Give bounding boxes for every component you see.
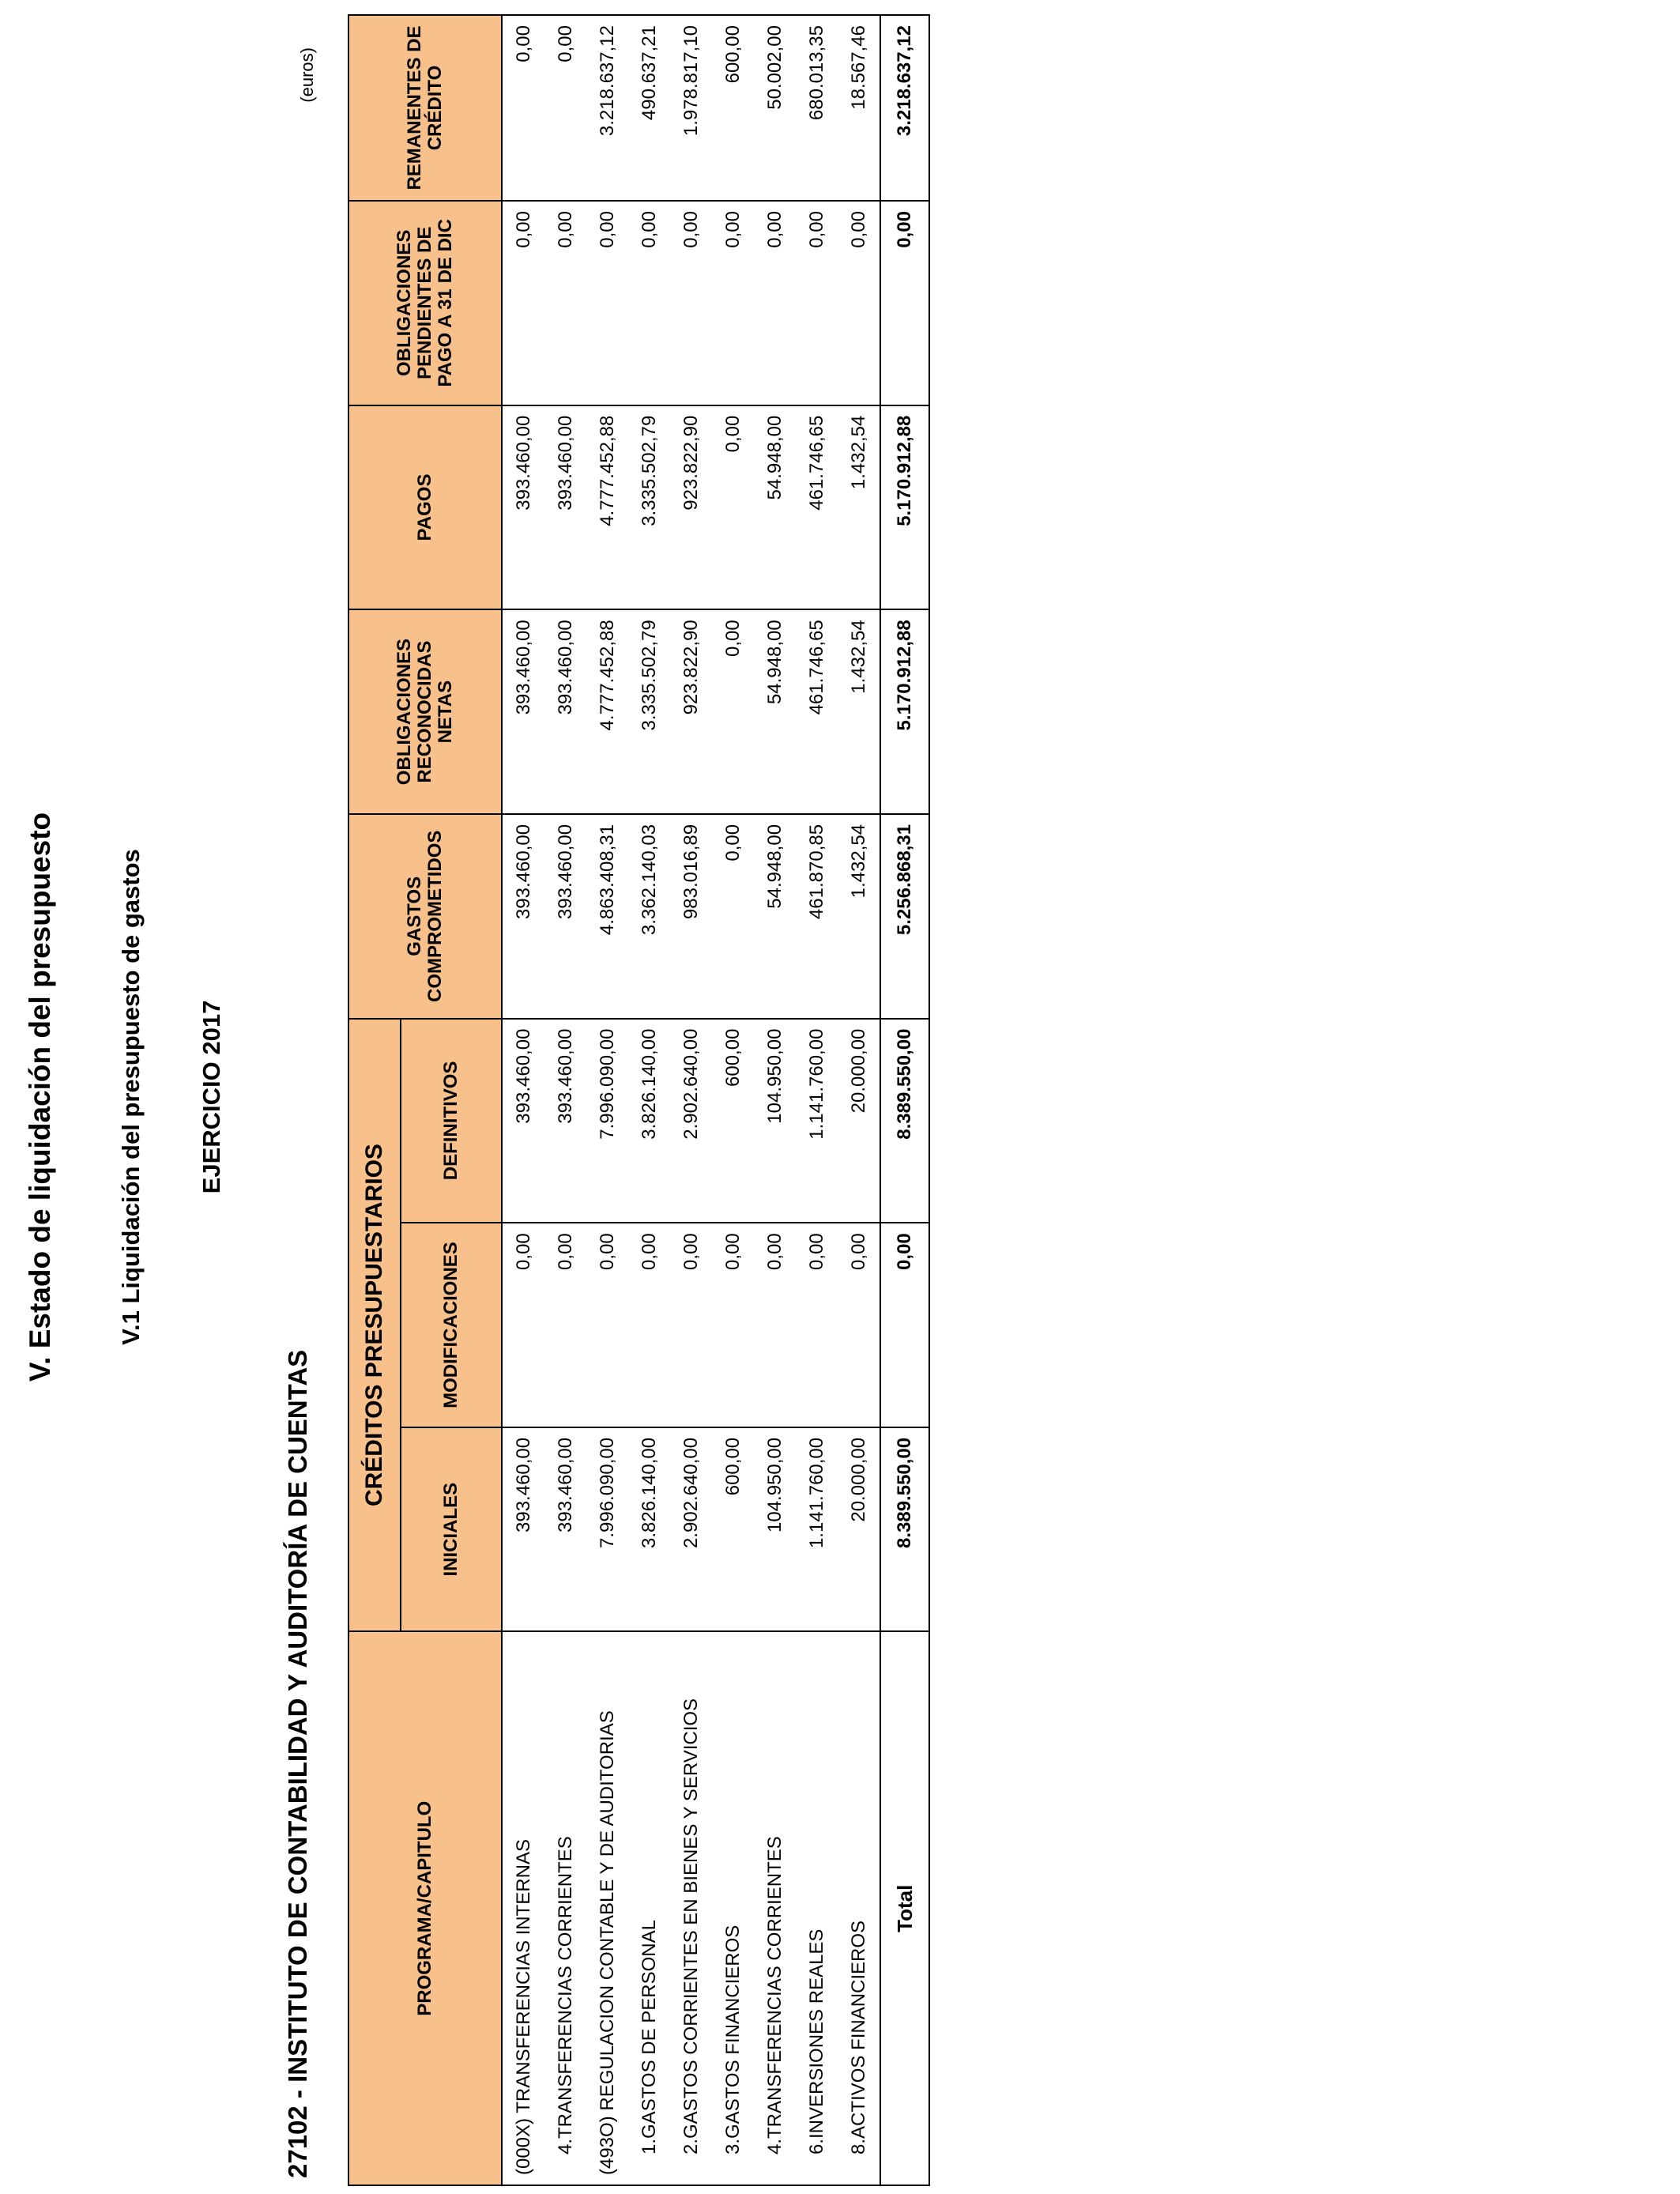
table-row (712, 15, 754, 2185)
cell-pendientes: 0,00 (628, 201, 670, 405)
cell-iniciales: 7.996.090,00 (586, 1427, 628, 1632)
cell-gastos: 4.863.408,31 (586, 814, 628, 1019)
cell-modificaciones: 0,00 (628, 1223, 670, 1427)
units-label: (euros) (297, 47, 317, 103)
table-row (544, 15, 586, 2185)
cell-gastos: 0,00 (712, 814, 754, 1019)
cell-gastos: 54.948,00 (754, 814, 796, 1019)
cell-remanentes: 600,00 (712, 15, 754, 201)
row-label: (000X) TRANSFERENCIAS INTERNAS (502, 1632, 544, 2186)
table-row (754, 15, 796, 2185)
cell-definitivos: 7.996.090,00 (586, 1019, 628, 1223)
total-definitivos: 8.389.550,00 (880, 1019, 929, 1223)
cell-iniciales: 104.950,00 (754, 1427, 796, 1632)
cell-pendientes: 0,00 (586, 201, 628, 405)
cell-remanentes: 1.978.817,10 (670, 15, 712, 201)
section-title: V.1 Liquidación del presupuesto de gastos (117, 849, 145, 1345)
cell-modificaciones: 0,00 (838, 1223, 880, 1427)
cell-gastos: 983.016,89 (670, 814, 712, 1019)
header-definitivos: DEFINITIVOS (401, 1019, 502, 1223)
header-creditos: CRÉDITOS PRESUPUESTARIOS (348, 1019, 401, 1632)
cell-pagos: 393.460,00 (544, 405, 586, 610)
total-gastos: 5.256.868,31 (880, 814, 929, 1019)
cell-obligaciones: 1.432,54 (838, 609, 880, 814)
header-obligaciones: OBLIGACIONES RECONOCIDAS NETAS (348, 609, 502, 814)
cell-definitivos: 3.826.140,00 (628, 1019, 670, 1223)
cell-definitivos: 2.902.640,00 (670, 1019, 712, 1223)
cell-obligaciones: 923.822,90 (670, 609, 712, 814)
cell-iniciales: 3.826.140,00 (628, 1427, 670, 1632)
main-title: V. Estado de liquidación del presupuesto (24, 812, 56, 1382)
row-label: 6.INVERSIONES REALES (796, 1632, 838, 2186)
cell-modificaciones: 0,00 (796, 1223, 838, 1427)
budget-table (348, 14, 930, 2186)
year-title: EJERCICIO 2017 (198, 1000, 225, 1194)
cell-definitivos: 393.460,00 (544, 1019, 586, 1223)
row-label: 1.GASTOS DE PERSONAL (628, 1632, 670, 2186)
row-label: (493O) REGULACION CONTABLE Y DE AUDITORIAS (586, 1632, 628, 2186)
row-label: 4.TRANSFERENCIAS CORRIENTES (544, 1632, 586, 2186)
cell-pendientes: 0,00 (754, 201, 796, 405)
cell-pagos: 54.948,00 (754, 405, 796, 610)
cell-modificaciones: 0,00 (586, 1223, 628, 1427)
cell-pagos: 4.777.452,88 (586, 405, 628, 610)
header-pagos: PAGOS (348, 405, 502, 610)
cell-iniciales: 2.902.640,00 (670, 1427, 712, 1632)
cell-pendientes: 0,00 (796, 201, 838, 405)
header-gastos: GASTOS COMPROMETIDOS (348, 814, 502, 1019)
cell-pagos: 393.460,00 (502, 405, 544, 610)
cell-pendientes: 0,00 (712, 201, 754, 405)
cell-obligaciones: 3.335.502,79 (628, 609, 670, 814)
entity-title: 27102 - INSTITUTO DE CONTABILIDAD Y AUDITORÍA DE CUENTAS (283, 1349, 312, 2178)
total-pendientes: 0,00 (880, 201, 929, 405)
cell-modificaciones: 0,00 (544, 1223, 586, 1427)
cell-obligaciones: 0,00 (712, 609, 754, 814)
row-label: 2.GASTOS CORRIENTES EN BIENES Y SERVICIOS (670, 1632, 712, 2186)
table-row (502, 15, 544, 2185)
total-row (880, 15, 929, 2185)
cell-iniciales: 20.000,00 (838, 1427, 880, 1632)
cell-remanentes: 680.013,35 (796, 15, 838, 201)
cell-modificaciones: 0,00 (670, 1223, 712, 1427)
cell-gastos: 393.460,00 (544, 814, 586, 1019)
header-iniciales: INICIALES (401, 1427, 502, 1632)
cell-gastos: 393.460,00 (502, 814, 544, 1019)
cell-obligaciones: 54.948,00 (754, 609, 796, 814)
cell-modificaciones: 0,00 (502, 1223, 544, 1427)
header-programa: PROGRAMA/CAPITULO (348, 1632, 502, 2186)
cell-pagos: 923.822,90 (670, 405, 712, 610)
cell-pendientes: 0,00 (670, 201, 712, 405)
total-remanentes: 3.218.637,12 (880, 15, 929, 201)
cell-remanentes: 0,00 (544, 15, 586, 201)
total-pagos: 5.170.912,88 (880, 405, 929, 610)
header-remanentes: REMANENTES DE CRÉDITO (348, 15, 502, 201)
table-row (838, 15, 880, 2185)
total-obligaciones: 5.170.912,88 (880, 609, 929, 814)
cell-gastos: 3.362.140,03 (628, 814, 670, 1019)
cell-gastos: 461.870,85 (796, 814, 838, 1019)
cell-pagos: 0,00 (712, 405, 754, 610)
cell-obligaciones: 393.460,00 (544, 609, 586, 814)
cell-iniciales: 1.141.760,00 (796, 1427, 838, 1632)
table-row (628, 15, 670, 2185)
cell-remanentes: 0,00 (502, 15, 544, 201)
table-body (502, 15, 929, 2185)
cell-definitivos: 104.950,00 (754, 1019, 796, 1223)
cell-iniciales: 393.460,00 (502, 1427, 544, 1632)
cell-gastos: 1.432,54 (838, 814, 880, 1019)
cell-pagos: 3.335.502,79 (628, 405, 670, 610)
total-modificaciones: 0,00 (880, 1223, 929, 1427)
cell-remanentes: 18.567,46 (838, 15, 880, 201)
cell-pagos: 1.432,54 (838, 405, 880, 610)
cell-iniciales: 393.460,00 (544, 1427, 586, 1632)
total-iniciales: 8.389.550,00 (880, 1427, 929, 1632)
table-row (796, 15, 838, 2185)
cell-pagos: 461.746,65 (796, 405, 838, 610)
row-label: 8.ACTIVOS FINANCIEROS (838, 1632, 880, 2186)
cell-definitivos: 20.000,00 (838, 1019, 880, 1223)
cell-definitivos: 1.141.760,00 (796, 1019, 838, 1223)
header-pendientes: OBLIGACIONES PENDIENTES DE PAGO A 31 DE DIC (348, 201, 502, 405)
cell-pendientes: 0,00 (502, 201, 544, 405)
cell-obligaciones: 4.777.452,88 (586, 609, 628, 814)
cell-obligaciones: 461.746,65 (796, 609, 838, 814)
row-label: 4.TRANSFERENCIAS CORRIENTES (754, 1632, 796, 2186)
table-row (670, 15, 712, 2185)
cell-iniciales: 600,00 (712, 1427, 754, 1632)
cell-modificaciones: 0,00 (712, 1223, 754, 1427)
cell-remanentes: 3.218.637,12 (586, 15, 628, 201)
cell-pendientes: 0,00 (544, 201, 586, 405)
cell-remanentes: 50.002,00 (754, 15, 796, 201)
cell-definitivos: 600,00 (712, 1019, 754, 1223)
cell-obligaciones: 393.460,00 (502, 609, 544, 814)
total-label: Total (880, 1632, 929, 2186)
row-label: 3.GASTOS FINANCIEROS (712, 1632, 754, 2186)
cell-definitivos: 393.460,00 (502, 1019, 544, 1223)
cell-pendientes: 0,00 (838, 201, 880, 405)
table-row (586, 15, 628, 2185)
cell-modificaciones: 0,00 (754, 1223, 796, 1427)
header-modificaciones: MODIFICACIONES (401, 1223, 502, 1427)
cell-remanentes: 490.637,21 (628, 15, 670, 201)
